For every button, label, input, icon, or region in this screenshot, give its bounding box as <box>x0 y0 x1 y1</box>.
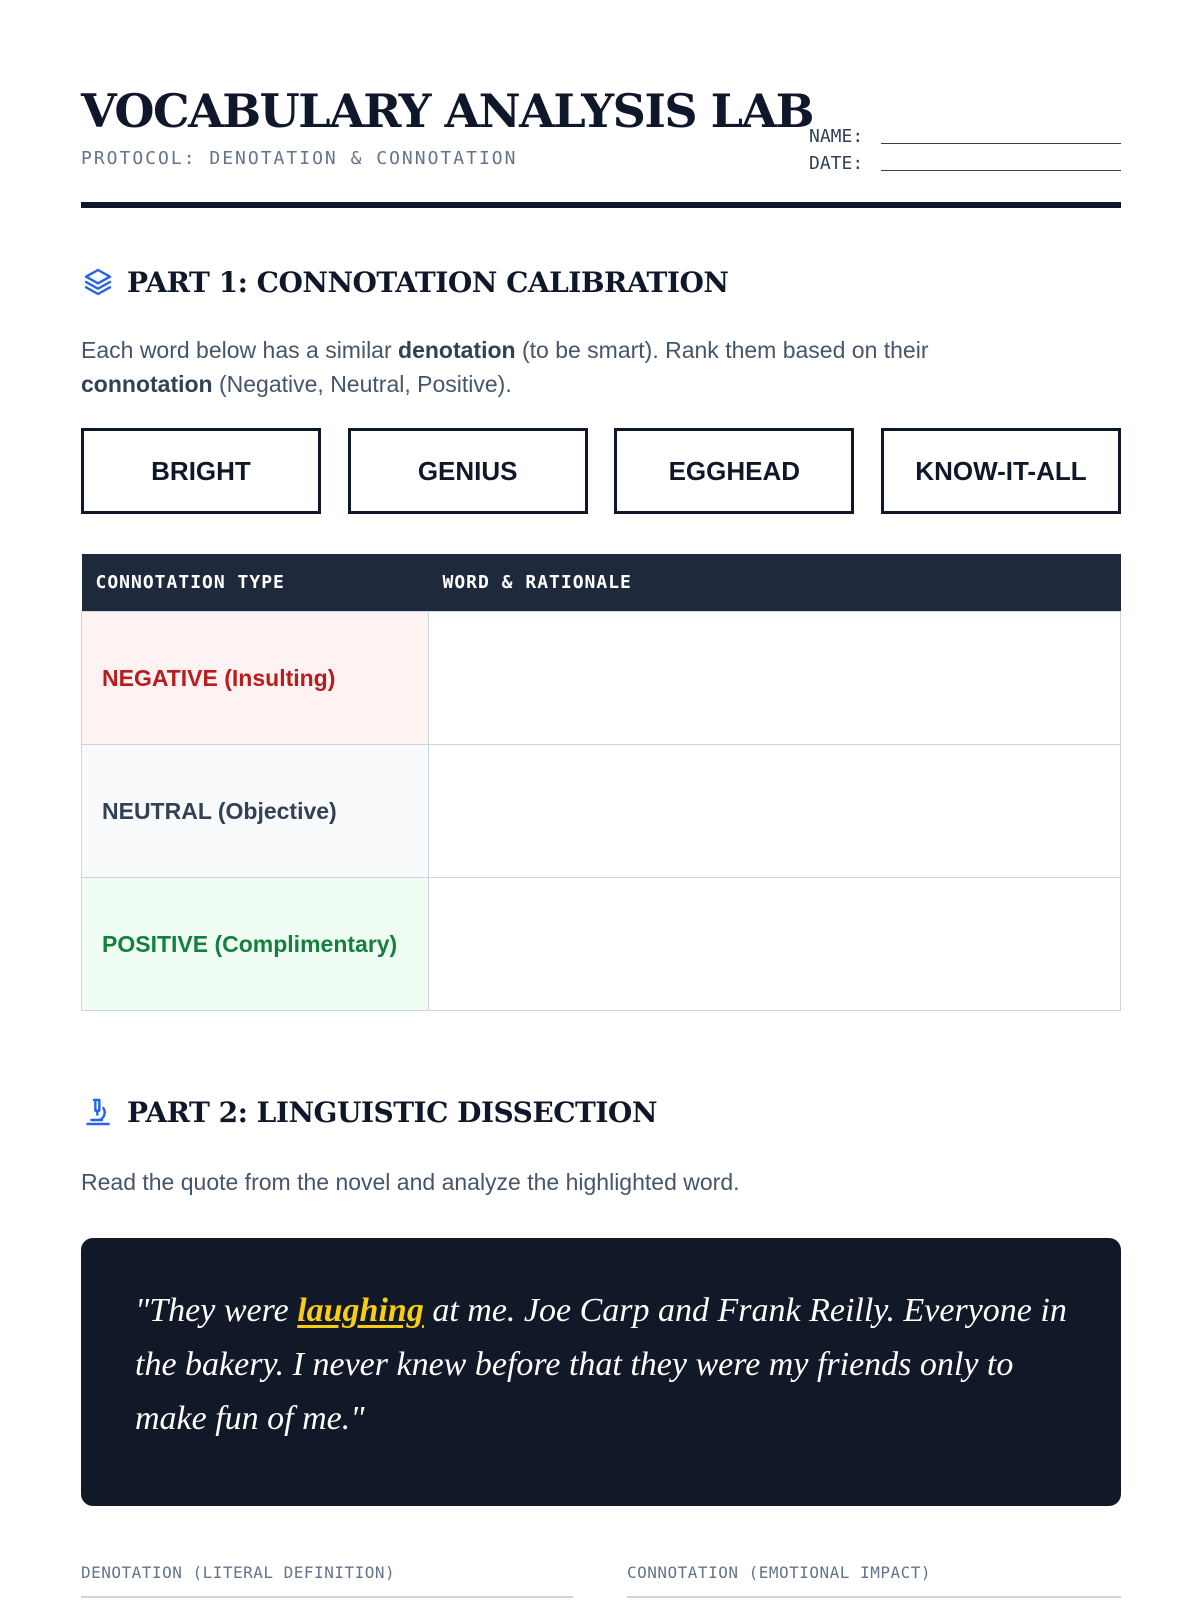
connotation-table <box>81 554 1121 1011</box>
word-bank <box>81 428 1121 514</box>
negative-answer-cell[interactable] <box>429 611 1121 744</box>
quote-before: "They were <box>135 1292 298 1329</box>
table-row-positive <box>82 877 1121 1010</box>
name-label: NAME: <box>809 126 864 147</box>
date-label: DATE: <box>809 153 864 174</box>
novel-quote <box>81 1238 1121 1506</box>
intro-term-connotation: connotation <box>81 371 213 397</box>
worksheet-page <box>81 0 1121 1437</box>
intro-text-1: Each word below has a similar <box>81 337 399 363</box>
quote-after: at me. Joe Carp and Frank Reilly. Everyone in the bakery. I never knew before that they were my friends only to make fun of me." <box>135 1292 1067 1437</box>
denotation-label: DENOTATION (LITERAL DEFINITION) <box>81 1563 396 1582</box>
page-subtitle: PROTOCOL: DENOTATION & CONNOTATION <box>81 148 518 169</box>
column-header-rationale: WORD & RATIONALE <box>429 554 1121 611</box>
table-row-neutral <box>82 744 1121 877</box>
part1-instructions <box>81 333 1041 401</box>
name-field-row <box>809 120 1121 147</box>
negative-label: NEGATIVE (Insulting) <box>82 611 429 744</box>
table-header-row <box>82 554 1121 611</box>
part1-heading <box>81 265 728 299</box>
layers-icon <box>81 265 115 299</box>
positive-label: POSITIVE (Complimentary) <box>82 877 429 1010</box>
table-row-negative <box>82 611 1121 744</box>
column-header-type: CONNOTATION TYPE <box>82 554 429 611</box>
name-field[interactable] <box>881 126 1121 144</box>
intro-text-2: (to be smart). Rank them based on their <box>515 337 929 363</box>
neutral-answer-cell[interactable] <box>429 744 1121 877</box>
worksheet-header <box>81 0 1121 208</box>
part2-instructions: Read the quote from the novel and analyze the highlighted word. <box>81 1169 740 1195</box>
quote-text <box>135 1284 1067 1446</box>
page-title: VOCABULARY ANALYSIS LAB <box>81 84 814 138</box>
part2-title: PART 2: LINGUISTIC DISSECTION <box>127 1095 657 1129</box>
student-fields <box>809 120 1121 174</box>
date-field[interactable] <box>881 153 1121 171</box>
positive-answer-cell[interactable] <box>429 877 1121 1010</box>
word-card-know-it-all[interactable]: KNOW-IT-ALL <box>881 428 1121 514</box>
highlighted-word: laughing <box>297 1292 424 1329</box>
neutral-label: NEUTRAL (Objective) <box>82 744 429 877</box>
word-card-genius[interactable]: GENIUS <box>348 428 588 514</box>
part1-title: PART 1: CONNOTATION CALIBRATION <box>127 265 729 299</box>
denotation-answer-line[interactable] <box>81 1596 573 1598</box>
word-card-egghead[interactable]: EGGHEAD <box>614 428 854 514</box>
microscope-icon <box>81 1095 115 1129</box>
date-field-row <box>809 147 1121 174</box>
intro-text-3: (Negative, Neutral, Positive). <box>212 371 512 397</box>
word-card-bright[interactable]: BRIGHT <box>81 428 321 514</box>
connotation-answer-line[interactable] <box>627 1596 1121 1598</box>
part2-heading <box>81 1095 657 1129</box>
intro-term-denotation: denotation <box>398 337 516 363</box>
connotation-label: CONNOTATION (EMOTIONAL IMPACT) <box>627 1563 931 1582</box>
